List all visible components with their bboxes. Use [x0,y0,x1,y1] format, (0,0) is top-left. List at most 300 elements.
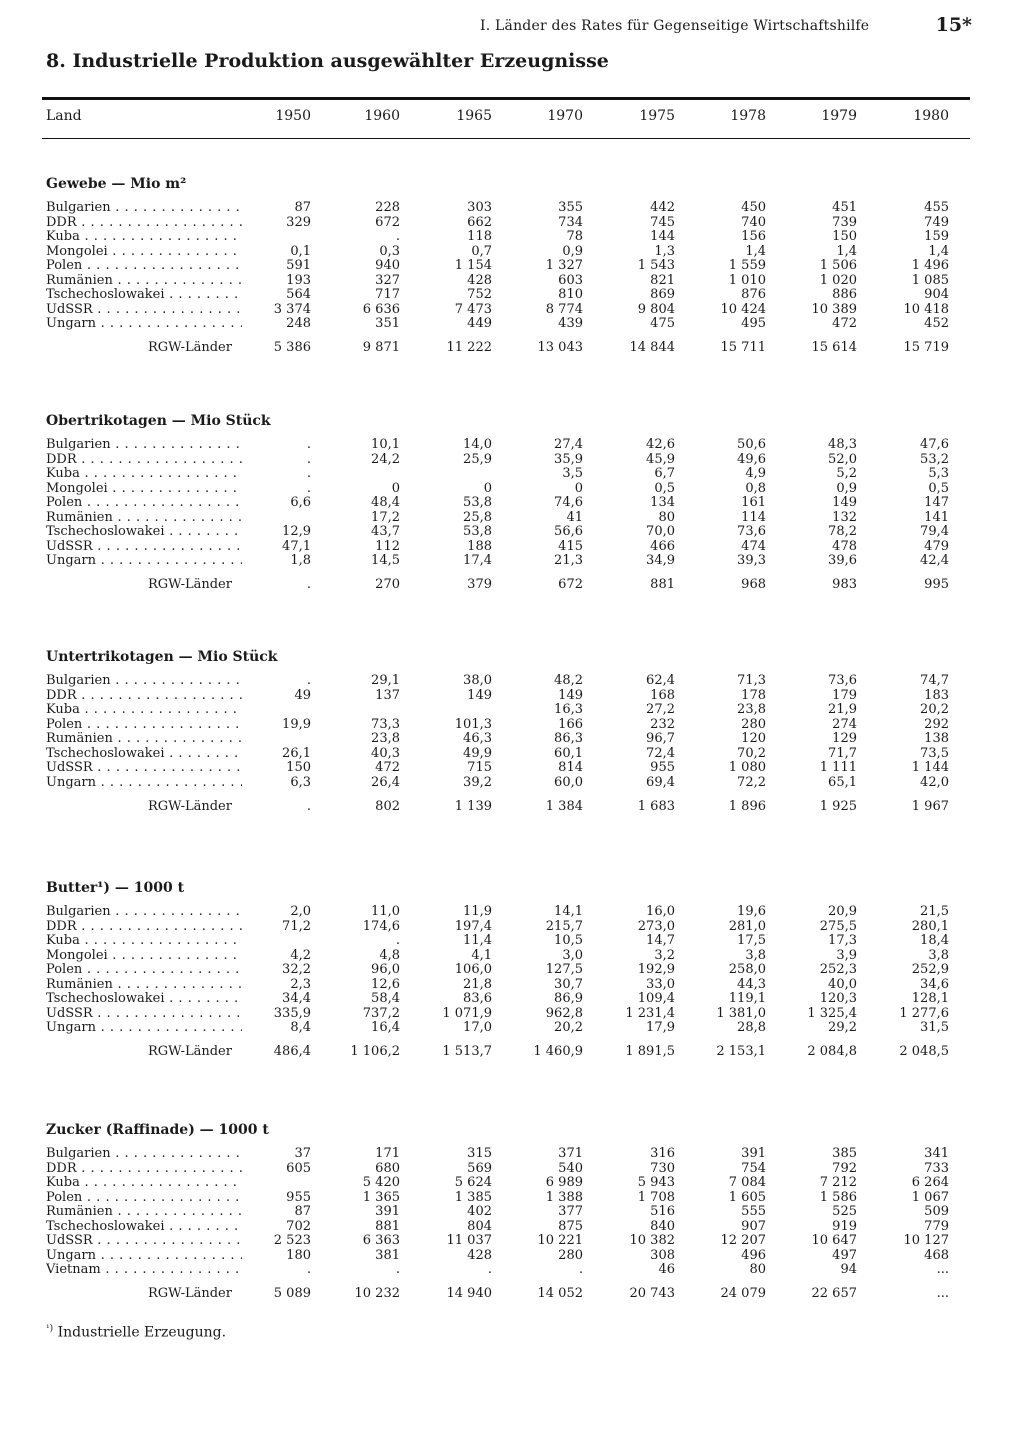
cell-value: 1 154 [454,258,492,273]
cell-value: 402 [467,1204,492,1219]
cell-value: 27,4 [554,437,583,452]
cell-value: 32,2 [282,962,311,977]
cell-value: 7 473 [454,301,492,317]
cell-value: 71,7 [828,745,857,761]
cell-value: 516 [650,1204,675,1219]
row-label: Rumänien . . . [46,732,242,747]
cell-value: 605 [286,1160,311,1176]
cell-value: 134 [650,495,675,510]
page-number: 15* [935,14,972,36]
cell-value: 495 [741,316,766,331]
cell-value: 11,4 [463,933,492,948]
cell-value: 78 [566,229,583,244]
cell-value: 74,7 [920,673,949,688]
cell-value: 1 277,6 [899,1005,949,1021]
row-label: UdSSR . . . [46,761,242,776]
cell-value: 49,6 [737,451,766,467]
cell-value: 5 420 [362,1175,400,1190]
cell-value: 303 [467,200,492,215]
cell-value: 995 [924,577,949,592]
cell-value: 749 [924,214,949,230]
cell-value: 15 719 [903,340,949,355]
row-label: Kuba . . . [46,230,242,245]
table-row [0,963,1024,978]
cell-value: 14,0 [463,437,492,452]
cell-value: 6 264 [911,1175,949,1190]
cell-value: 79,4 [920,524,949,539]
table-row [0,949,1024,964]
cell-value: 96,0 [371,962,400,977]
cell-value: 21,3 [554,553,583,568]
column-header-year: 1975 [639,108,675,124]
cell-value: 17,3 [828,933,857,948]
cell-value: 0 [574,480,583,496]
cell-value: 48,2 [554,673,583,688]
cell-value: 1 365 [362,1189,400,1205]
cell-value: 455 [924,200,949,215]
cell-value: 258,0 [728,962,766,977]
table-row [0,1021,1024,1036]
cell-value: 10,1 [371,437,400,452]
cell-value: 875 [558,1218,583,1234]
cell-value: 810 [558,287,583,302]
table-row [0,511,1024,526]
section-title: Untertrikotagen — Mio Stück [46,649,278,665]
row-label: Rumänien . . . [46,274,242,289]
table-row [0,201,1024,216]
cell-value: 20,2 [554,1020,583,1035]
cell-value: 53,2 [920,451,949,467]
cell-value: . [306,466,311,481]
cell-value: 1 708 [637,1189,675,1205]
cell-value: . [306,1262,311,1277]
cell-value: 2,3 [290,976,311,992]
table-row [0,554,1024,569]
cell-value: 702 [286,1218,311,1234]
table-row [0,1162,1024,1177]
cell-value: 86,9 [554,991,583,1006]
cell-value: 21,8 [463,976,492,992]
cell-value: 171 [375,1146,400,1161]
row-label: Bulgarien . . . [46,905,242,920]
cell-value: 60,1 [554,745,583,761]
cell-value: 968 [741,577,766,592]
section-title: Zucker (Raffinade) — 1000 t [46,1122,269,1138]
cell-value: 0,3 [379,243,400,259]
cell-value: 14 052 [537,1286,583,1301]
cell-value: 3,2 [654,947,675,963]
row-label: Mongolei . . . [46,949,242,964]
cell-value: 662 [467,214,492,230]
cell-value: 15 711 [720,340,766,355]
cell-value: 73,5 [920,745,949,761]
table-row [0,1205,1024,1220]
cell-value: 1 139 [454,798,492,814]
cell-value: 150 [832,229,857,244]
cell-value: 273,0 [637,918,675,934]
cell-value: 869 [650,287,675,302]
cell-value: 215,7 [545,918,583,934]
cell-value: 112 [375,538,400,554]
cell-value: 672 [558,577,583,592]
cell-value: 144 [650,229,675,244]
cell-value: 0 [483,480,492,496]
row-label: Ungarn . . . [46,317,242,332]
cell-value: 6 363 [362,1233,400,1248]
row-label: Ungarn . . . [46,1021,242,1036]
cell-value: 20 743 [629,1286,675,1301]
cell-value: 315 [467,1146,492,1161]
cell-value: 17,0 [463,1020,492,1035]
cell-value: 4,1 [471,947,492,963]
cell-value: 740 [741,214,766,230]
cell-value: 14,5 [371,553,400,568]
cell-value: 840 [650,1218,675,1234]
cell-value: 21,9 [828,702,857,717]
cell-value: . [487,1262,492,1277]
cell-value: 1 559 [728,258,766,273]
cell-value: 10 221 [537,1233,583,1248]
cell-value: 147 [924,495,949,510]
column-header-year: 1978 [730,108,766,124]
row-label: Bulgarien . . . [46,674,242,689]
column-header-year: 1980 [913,108,949,124]
cell-value: 74,6 [554,495,583,510]
cell-value: 2,0 [290,904,311,919]
cell-value: 802 [375,798,400,814]
cell-value: 5 386 [273,340,311,355]
cell-value: 1 967 [911,798,949,814]
cell-value: 62,4 [646,673,675,688]
row-label: Ungarn . . . [46,776,242,791]
cell-value: 11,9 [463,904,492,919]
cell-value: 377 [558,1204,583,1219]
cell-value: . [306,480,311,496]
cell-value: 17,4 [463,553,492,568]
cell-value: 381 [375,1247,400,1263]
row-label: Tschechoslowakei . . . [46,747,242,762]
cell-value: 1 067 [911,1189,949,1205]
column-header-year: 1970 [547,108,583,124]
cell-value: 48,3 [828,437,857,452]
cell-value: 3,5 [562,466,583,481]
cell-value: 86,3 [554,731,583,746]
cell-value: 6 989 [545,1175,583,1190]
cell-value: 87 [294,1204,311,1219]
cell-value: 10 232 [354,1286,400,1301]
cell-value: 24,2 [371,451,400,467]
cell-value: 0,5 [928,480,949,496]
table-row [0,674,1024,689]
cell-value: 50,6 [737,437,766,452]
cell-value: . [395,1262,400,1277]
cell-value: 472 [832,316,857,331]
cell-value: 2 048,5 [899,1044,949,1059]
cell-value: 16,0 [646,904,675,919]
cell-value: 87 [294,200,311,215]
cell-value: 73,6 [828,673,857,688]
row-label: Rumänien . . . [46,1205,242,1220]
row-label: Tschechoslowakei . . . [46,1220,242,1235]
total-row [0,800,1024,815]
cell-value: 156 [741,229,766,244]
table-row [0,934,1024,949]
cell-value: 4,8 [379,947,400,963]
cell-value: 183 [924,687,949,703]
cell-value: 4,2 [290,947,311,963]
cell-value: 442 [650,200,675,215]
cell-value: . [395,933,400,948]
cell-value: 1,3 [654,243,675,259]
cell-value: 40,3 [371,745,400,761]
cell-value: 274 [832,716,857,732]
cell-value: 132 [832,509,857,525]
column-header-land: Land [46,108,82,124]
row-label: Tschechoslowakei . . . [46,992,242,1007]
total-label: RGW-Länder [148,1286,232,1301]
table-row [0,1220,1024,1235]
cell-value: 525 [832,1204,857,1219]
cell-value: 188 [467,538,492,554]
cell-value: 881 [375,1218,400,1234]
cell-value: 2 084,8 [807,1044,857,1059]
section-title: Gewebe — Mio m² [46,176,187,192]
table-row [0,216,1024,231]
row-label: UdSSR . . . [46,540,242,555]
cell-value: 468 [924,1247,949,1263]
cell-value: 449 [467,316,492,331]
cell-value: 3 374 [273,301,311,317]
row-label: DDR . . . [46,689,242,704]
running-head-text: I. Länder des Rates für Gegenseitige Wirtschaftshilfe [480,18,870,34]
cell-value: 6,3 [290,774,311,790]
row-label: Polen . . . [46,259,242,274]
cell-value: 335,9 [273,1005,311,1021]
cell-value: 3,8 [928,947,949,963]
cell-value: 118 [467,229,492,244]
table-row [0,303,1024,318]
cell-value: 25,8 [463,509,492,525]
cell-value: 745 [650,214,675,230]
cell-value: 159 [924,229,949,244]
cell-value: 754 [741,1160,766,1176]
table-row [0,905,1024,920]
cell-value: 2 153,1 [716,1044,766,1059]
cell-value: 280 [558,1247,583,1263]
cell-value: 17,2 [371,509,400,525]
table-title: 8. Industrielle Produktion ausgewählter Erzeugnisse [46,50,609,72]
table-row [0,1007,1024,1022]
cell-value: 15 614 [811,340,857,355]
cell-value: 24 079 [720,1286,766,1301]
cell-value: 30,7 [554,976,583,992]
cell-value: 1 925 [819,798,857,814]
cell-value: 428 [467,272,492,288]
cell-value: 228 [375,200,400,215]
cell-value: 6,6 [290,495,311,510]
cell-value: 717 [375,287,400,302]
cell-value: 34,4 [282,991,311,1006]
cell-value: 1 231,4 [625,1005,675,1021]
cell-value: 983 [832,577,857,592]
total-row [0,1045,1024,1060]
cell-value: 25,9 [463,451,492,467]
cell-value: 46,3 [463,731,492,746]
table-row [0,747,1024,762]
cell-value: 8,4 [290,1020,311,1035]
cell-value: 10,5 [554,933,583,948]
cell-value: 1 586 [819,1189,857,1205]
total-label: RGW-Länder [148,798,232,814]
table-row [0,761,1024,776]
cell-value: . [306,437,311,452]
cell-value: 14,1 [554,904,583,919]
cell-value: 60,0 [554,774,583,790]
table-row [0,482,1024,497]
cell-value: 10 424 [720,301,766,317]
cell-value: 1 384 [545,798,583,814]
cell-value: 29,1 [371,673,400,688]
cell-value: 14,7 [646,933,675,948]
column-header-year: 1950 [275,108,311,124]
cell-value: 0,7 [471,243,492,259]
cell-value: 39,2 [463,774,492,790]
cell-value: 0 [391,480,400,496]
cell-value: 18,4 [920,933,949,948]
total-row [0,1287,1024,1302]
cell-value: 35,9 [554,451,583,467]
cell-value: 129 [832,731,857,746]
row-label: DDR . . . [46,1162,242,1177]
cell-value: 672 [375,214,400,230]
cell-value: 252,9 [911,962,949,977]
row-label: Kuba . . . [46,934,242,949]
cell-value: 70,2 [737,745,766,761]
cell-value: 779 [924,1218,949,1234]
cell-value: 38,0 [463,673,492,688]
cell-value: 180 [286,1247,311,1263]
cell-value: 80 [749,1262,766,1277]
cell-value: 1 106,2 [350,1044,400,1059]
row-label: Mongolei . . . [46,482,242,497]
cell-value: 7 212 [819,1175,857,1190]
cell-value: 33,0 [646,976,675,992]
cell-value: 73,6 [737,524,766,539]
cell-value: 280 [741,716,766,732]
cell-value: 962,8 [545,1005,583,1021]
cell-value: 1 111 [819,760,857,775]
cell-value: 10 418 [903,301,949,317]
cell-value: 5,2 [836,466,857,481]
cell-value: 730 [650,1160,675,1176]
cell-value: 42,4 [920,553,949,568]
row-label: Rumänien . . . [46,511,242,526]
table-row [0,1191,1024,1206]
cell-value: 308 [650,1247,675,1263]
cell-value: 734 [558,214,583,230]
row-label: Ungarn . . . [46,1249,242,1264]
cell-value: 44,3 [737,976,766,992]
table-row [0,732,1024,747]
table-row [0,230,1024,245]
cell-value: 474 [741,538,766,554]
cell-value: 26,1 [282,745,311,761]
cell-value: 26,4 [371,774,400,790]
cell-value: 48,4 [371,495,400,510]
cell-value: 280,1 [911,918,949,934]
cell-value: 29,2 [828,1020,857,1035]
cell-value: 486,4 [273,1044,311,1059]
header-rule [42,138,970,139]
cell-value: 1 891,5 [625,1044,675,1059]
row-label: Kuba . . . [46,1176,242,1191]
cell-value: 40,0 [828,976,857,992]
cell-value: 881 [650,577,675,592]
row-label: Bulgarien . . . [46,438,242,453]
cell-value: 69,4 [646,774,675,790]
cell-value: 886 [832,287,857,302]
row-label: Bulgarien . . . [46,201,242,216]
table-row [0,540,1024,555]
table-row [0,978,1024,993]
cell-value: 0,5 [654,480,675,496]
cell-value: 65,1 [828,774,857,790]
cell-value: 127,5 [545,962,583,977]
cell-value: 0,1 [290,243,311,259]
table-row [0,920,1024,935]
cell-value: 452 [924,316,949,331]
cell-value: 6,7 [654,466,675,481]
cell-value: 70,0 [646,524,675,539]
cell-value: 71,2 [282,918,311,934]
total-label: RGW-Länder [148,340,232,355]
cell-value: 120,3 [819,991,857,1006]
footnote [46,1324,226,1341]
cell-value: 47,6 [920,437,949,452]
cell-value: 341 [924,1146,949,1161]
cell-value: 876 [741,287,766,302]
cell-value: 96,7 [646,731,675,746]
cell-value: 792 [832,1160,857,1176]
cell-value: 472 [375,760,400,775]
cell-value: 351 [375,316,400,331]
cell-value: 540 [558,1160,583,1176]
cell-value: 120 [741,731,766,746]
cell-value: 47,1 [282,538,311,554]
cell-value: 603 [558,272,583,288]
cell-value: 428 [467,1247,492,1263]
cell-value: 1 144 [911,760,949,775]
row-label: Tschechoslowakei . . . [46,525,242,540]
table-row [0,1249,1024,1264]
cell-value: 371 [558,1146,583,1161]
cell-value: 439 [558,316,583,331]
cell-value: 1 327 [545,258,583,273]
cell-value: 53,8 [463,495,492,510]
cell-value: 46 [658,1262,675,1277]
cell-value: 3,0 [562,947,583,963]
cell-value: 919 [832,1218,857,1234]
cell-value: 955 [650,760,675,775]
table-row [0,259,1024,274]
cell-value: 232 [650,716,675,732]
cell-value: 10 389 [811,301,857,317]
cell-value: . [306,451,311,467]
cell-value: ... [936,1262,949,1277]
cell-value: 101,3 [454,716,492,732]
cell-value: 451 [832,200,857,215]
cell-value: 114 [741,509,766,525]
